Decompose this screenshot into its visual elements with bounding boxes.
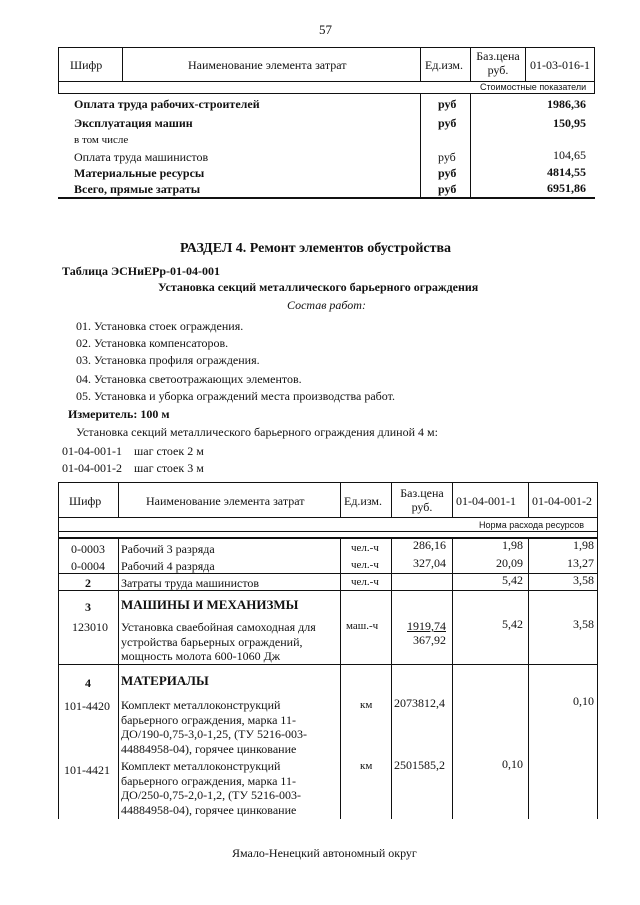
row-name: Оплата труда рабочих-строителей [74, 97, 260, 111]
row-value-1: 5,42 [502, 617, 523, 631]
footer-region: Ямало-Ненецкий автономный округ [232, 846, 417, 860]
work-item: 04. Установка светоотражающих элементов. [76, 372, 302, 386]
page-number: 57 [319, 22, 332, 37]
row-code: 123010 [72, 620, 108, 634]
row-name: Комплект металлоконструкций барьерного ограждения, марка 11-ДО/250-0,75-2,0-1,2, (ТУ 5216-003-44884958-04), горячее цинкование [121, 759, 301, 817]
header-unit: Ед.изм. [344, 494, 383, 508]
row-unit: руб [438, 166, 457, 180]
section-code: 4 [85, 676, 91, 690]
variant-text: шаг стоек 2 м [134, 444, 204, 458]
header-unit: Ед.изм. [425, 58, 464, 72]
row-value-2: 1,98 [573, 538, 594, 552]
row-unit: руб [438, 116, 457, 130]
section-title: РАЗДЕЛ 4. Ремонт элементов обустройства [180, 241, 452, 256]
row-name: Затраты труда машинистов [121, 576, 260, 590]
row-value-1: 20,09 [496, 556, 523, 570]
row-unit: чел.-ч [351, 559, 379, 571]
header-price: Баз.цена руб. [476, 49, 520, 77]
works-title: Состав работ: [287, 298, 366, 312]
work-item: 02. Установка компенсаторов. [76, 336, 229, 350]
variant-code: 01-04-001-1 [62, 444, 122, 458]
header-code: Шифр [70, 58, 103, 72]
intro: Установка секций металлического барьерного ограждения длиной 4 м: [76, 425, 438, 439]
row-unit: руб [438, 150, 456, 164]
row-unit: руб [438, 97, 457, 111]
row-code: 0-0003 [71, 542, 105, 556]
header-name: Наименование элемента затрат [188, 58, 347, 72]
row-value: 150,95 [553, 116, 586, 130]
variant-code: 01-04-001-2 [62, 461, 122, 475]
table-title: Установка секций металлического барьерного ограждения [158, 280, 479, 294]
row-code: 0-0004 [71, 559, 105, 573]
row-value-1: 1,98 [502, 538, 523, 552]
header-col2: 01-04-001-2 [532, 494, 592, 508]
meter: Измеритель: 100 м [68, 407, 170, 421]
row-name: Оплата труда машинистов [74, 150, 209, 164]
variant-text: шаг стоек 3 м [134, 461, 204, 475]
row-price: 286,16 [413, 538, 446, 552]
section-heading: МАШИНЫ И МЕХАНИЗМЫ [121, 597, 299, 612]
subheader: Стоимостные показатели [480, 82, 587, 92]
header-code: Шифр [69, 494, 102, 508]
row-price: 2073812,4 [394, 696, 445, 710]
row-name: Установка сваебойная самоходная для устройства барьерных ограждений, мощность молота 600-1060 Дж [121, 620, 316, 663]
row-value: 1986,36 [547, 97, 586, 111]
row-value-2: 3,58 [573, 617, 594, 631]
row-name: в том числе [74, 134, 129, 146]
section-code: 3 [85, 600, 91, 614]
row-price: 327,04 [413, 556, 446, 570]
row-name: Комплект металлоконструкций барьерного ограждения, марка 11-ДО/190-0,75-3,0-1,25, (ТУ 5216-003-44884958-04), горячее цинкование [121, 698, 307, 756]
header-name: Наименование элемента затрат [146, 494, 305, 508]
header-price: Баз.цена руб. [400, 486, 444, 514]
table-label: Таблица ЭСНиЕРр-01-04-001 [62, 264, 221, 278]
row-price: 2501585,2 [394, 758, 445, 772]
row-unit: чел.-ч [351, 542, 379, 554]
row-value-2: 0,10 [573, 694, 594, 708]
work-item: 05. Установка и уборка ограждений места производства работ. [76, 389, 395, 403]
row-name: Рабочий 3 разряда [121, 542, 215, 556]
row-unit: км [360, 760, 373, 772]
row-unit: руб [438, 182, 457, 196]
row-name: Всего, прямые затраты [74, 182, 201, 196]
row-price-secondary: 367,92 [413, 633, 446, 647]
row-value-1: 5,42 [502, 573, 523, 587]
section-heading: МАТЕРИАЛЫ [121, 673, 209, 688]
row-unit: маш.-ч [346, 620, 379, 632]
row-value-2: 13,27 [567, 556, 594, 570]
row-name: Эксплуатация машин [74, 116, 193, 130]
row-name: Рабочий 4 разряда [121, 559, 215, 573]
row-value: 4814,55 [547, 165, 586, 179]
row-value: 6951,86 [547, 181, 586, 195]
row-price: 1919,74 [407, 619, 446, 633]
row-value-2: 3,58 [573, 573, 594, 587]
row-unit: чел.-ч [351, 576, 379, 588]
row-code: 101-4421 [64, 763, 110, 777]
subheader: Норма расхода ресурсов [479, 520, 584, 530]
row-name: Материальные ресурсы [74, 166, 205, 180]
header-col1: 01-04-001-1 [456, 494, 516, 508]
work-item: 03. Установка профиля ограждения. [76, 353, 260, 367]
row-value: 104,65 [553, 148, 586, 162]
row-code: 2 [85, 576, 91, 590]
row-value-1: 0,10 [502, 757, 523, 771]
work-item: 01. Установка стоек ограждения. [76, 319, 244, 333]
row-code: 101-4420 [64, 699, 110, 713]
row-unit: км [360, 699, 373, 711]
header-col1: 01-03-016-1 [530, 58, 590, 72]
